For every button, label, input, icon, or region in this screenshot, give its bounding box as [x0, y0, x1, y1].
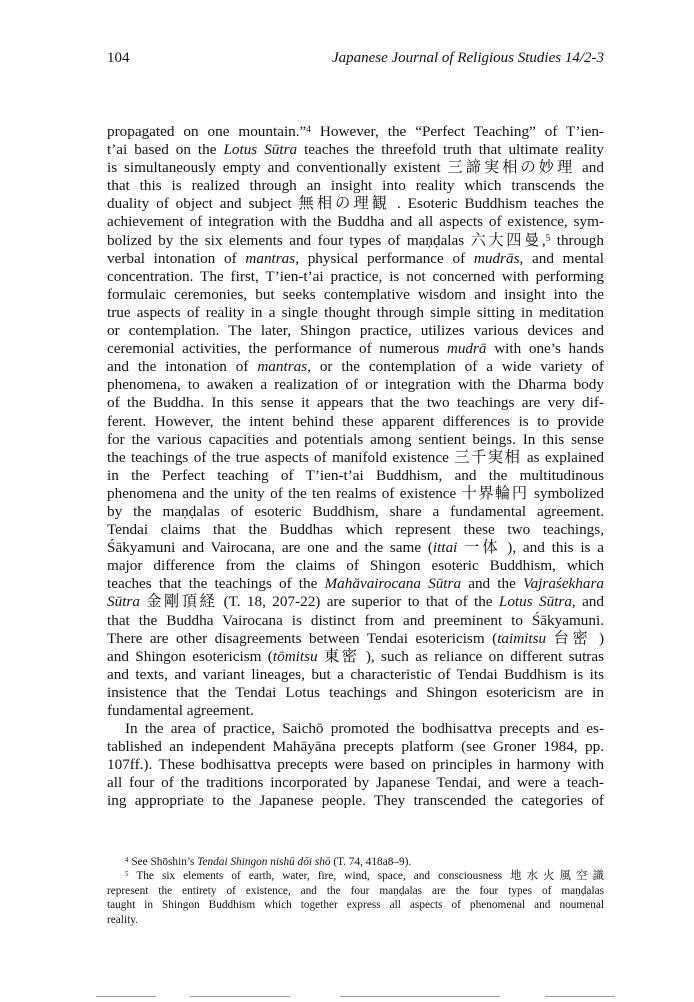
text-run: However, the “Perfect Teaching” of T’ien- — [311, 123, 604, 140]
text-line — [107, 503, 604, 521]
text-run: Tendai claims that the Buddhas which represent these two teachings, — [107, 521, 604, 539]
text-run: for the various capacities and potentials among sentient beings. In this sense — [107, 430, 604, 448]
text-run: , or the contemplation of a wide variety of — [307, 358, 604, 376]
page-number: 104 — [107, 50, 130, 66]
text-run: Śākyamuni and Vairocana, are one and the same ( — [107, 539, 433, 557]
text-line — [107, 213, 604, 231]
text-line — [107, 141, 604, 159]
text-line — [107, 123, 604, 141]
text-line — [107, 575, 604, 593]
text-run: true aspects of reality in a single thought through simple sitting in meditation — [107, 303, 604, 321]
italic-term: Mahāvairocana Sūtra — [324, 575, 462, 593]
text-run: represent the entirety of existence, and the four maṇḍalas are the four types of maṇḍalas — [107, 884, 604, 897]
text-run: t’ai based on the — [107, 141, 224, 159]
text-run: is simultaneously empty and conventionally existent 三諦実相の妙理 and — [107, 159, 604, 177]
text-run: reality. — [107, 913, 138, 926]
text-line — [107, 648, 604, 666]
text-line — [107, 177, 604, 195]
text-line — [107, 232, 604, 250]
scan-edge-line — [340, 996, 500, 997]
text-line — [107, 738, 604, 756]
text-run: fundamental agreement. — [107, 702, 254, 719]
text-run: (T. 74, 418a8–9). — [330, 856, 412, 868]
text-line — [107, 195, 604, 213]
text-run: that this is realized through an insight into reality which transcends the — [107, 177, 604, 195]
text-run: There are other disagreements between Tendai esotericism ( — [107, 629, 498, 647]
text-line — [107, 557, 604, 575]
text-run: major difference from the claims of Shingon esoteric Buddhism, which — [107, 557, 604, 575]
text-run: of the Buddha. In this sense it appears that the two teachings are very dif- — [107, 394, 604, 412]
italic-term: mantras — [245, 249, 296, 267]
footnotes — [107, 855, 604, 927]
footnote-line — [107, 913, 604, 927]
text-line — [107, 376, 604, 394]
footnote-marker: 4 — [125, 855, 129, 864]
text-line — [107, 612, 604, 630]
text-run: the teachings of the true aspects of manifold existence 三千実相 as explained — [107, 448, 604, 466]
footnote-line — [107, 869, 604, 883]
text-line — [107, 304, 604, 322]
text-run: ing appropriate to the Japanese people. They transcended the categories of — [107, 792, 604, 810]
text-run: concentration. The first, T’ien-t’ai practice, is not concerned with performing — [107, 267, 604, 285]
text-run: and the intonation of — [107, 358, 258, 376]
text-run: 東密 ), such as reliance on different sutras — [317, 647, 604, 665]
text-line — [107, 268, 604, 286]
italic-term: Sūtra — [107, 593, 140, 611]
text-run: ferent. However, the intent behind these apparent differences is to provide — [107, 412, 604, 430]
text-run: achievement of integration with the Buddha and all aspects of existence, sym- — [107, 213, 604, 231]
text-run: 金剛頂経 (T. 18, 207-22) are superior to that of the — [139, 593, 499, 611]
text-run: In the area of practice, Saichō promoted the bodhisattva precepts and es- — [125, 720, 604, 738]
text-line — [107, 630, 604, 648]
text-run: by the maṇḍalas of esoteric Buddhism, share a fundamental agreement. — [107, 502, 604, 520]
footnote-marker: 5 — [545, 233, 551, 244]
footnote-line — [107, 855, 604, 869]
text-line — [107, 539, 604, 557]
italic-term: ittai — [432, 539, 458, 557]
journal-title: Japanese Journal of Religious Studies 14/2-3 — [331, 50, 604, 66]
italic-term: mudrās — [473, 249, 520, 267]
text-run: ceremonial activities, the performance of numerous — [107, 340, 447, 358]
running-header — [107, 50, 604, 70]
text-line — [107, 756, 604, 774]
scan-edge-line — [545, 996, 615, 997]
text-line — [107, 666, 604, 684]
text-line — [107, 340, 604, 358]
text-line — [107, 485, 604, 503]
text-line — [107, 286, 604, 304]
footnote-line — [107, 898, 604, 912]
text-run: 台密 ) — [546, 629, 605, 647]
italic-term: Tendai Shingon nishū dōi shō — [197, 856, 331, 868]
text-line — [107, 521, 604, 539]
text-run: and Shingon esotericism ( — [107, 647, 273, 665]
text-run: and texts, and variant lineages, but a characteristic of Tendai Buddhism is its — [107, 665, 604, 683]
text-run: teaches that the teachings of the — [107, 575, 325, 593]
text-run: teaches the threefold truth that ultimate reality — [297, 141, 604, 159]
italic-term: tōmitsu — [272, 647, 318, 665]
text-run: , physical performance of — [295, 249, 474, 267]
text-run: verbal intonation of — [107, 249, 246, 267]
text-run: or contemplation. The later, Shingon practice, utilizes various devices and — [107, 322, 604, 340]
text-run: The six elements of earth, water, fire, wind, space, and consciousness 地水火風空識 — [128, 870, 604, 883]
text-run: and the — [461, 575, 523, 593]
body-text — [107, 123, 604, 811]
text-run: phenomena and the unity of the ten realms of existence 十界輪円 symbolized — [107, 484, 604, 502]
text-run: See Shōshin’s — [128, 856, 198, 868]
text-line — [107, 250, 604, 268]
text-run: all four of the traditions incorporated by Japanese Tendai, and were a teach- — [107, 774, 604, 792]
italic-term: Vajraśekhara — [523, 575, 604, 593]
text-line — [107, 792, 604, 810]
text-line — [107, 702, 604, 720]
scan-edge-line — [96, 996, 156, 997]
text-run: that the Buddha Vairocana is distinct from and preeminent to Śākyamuni. — [107, 611, 604, 629]
text-run: , and — [571, 593, 604, 611]
text-run: duality of object and subject 無相の理観 . Esoteric Buddhism teaches the — [107, 195, 604, 213]
text-run: , and mental — [519, 249, 604, 267]
text-run: through — [550, 231, 604, 249]
text-run: in the Perfect teaching of T’ien-t’ai Buddhism, and the multitudinous — [107, 466, 604, 484]
text-run: formulaic ceremonies, but seeks contemplative wisdom and insight into the — [107, 285, 604, 303]
text-run: tablished an independent Mahāyāna precepts platform (see Groner 1984, pp. — [107, 738, 604, 756]
text-line — [107, 413, 604, 431]
text-line — [107, 449, 604, 467]
text-run: bolized by the six elements and four types of maṇḍalas 六大四曼, — [107, 231, 546, 249]
text-run: propagated on one mountain.” — [107, 123, 307, 140]
italic-term: Lotus Sūtra — [498, 593, 572, 611]
footnote-marker: 4 — [306, 124, 311, 135]
italic-term: taimitsu — [497, 629, 547, 647]
text-line — [107, 774, 604, 792]
scan-edge-line — [190, 996, 290, 997]
footnote-line — [107, 884, 604, 898]
footnote-marker: 5 — [125, 870, 129, 879]
italic-term: mantras — [257, 358, 308, 376]
text-line — [107, 394, 604, 412]
text-line — [107, 322, 604, 340]
text-run: with one’s hands — [486, 340, 604, 358]
text-line — [107, 593, 604, 611]
text-run: taught in Shingon Buddhism which together express all aspects of phenomenal and noumenal — [107, 899, 604, 912]
text-run: insistence that the Tendai Lotus teachings and Shingon esotericism are in — [107, 683, 604, 701]
text-run: phenomena, to awaken a realization of or integration with the Dharma body — [107, 376, 604, 394]
text-run: 107ff.). These bodhisattva precepts were based on principles in harmony with — [107, 756, 604, 774]
text-line — [107, 358, 604, 376]
italic-term: mudrā — [446, 340, 487, 358]
text-line — [107, 684, 604, 702]
text-run: 一体 ), and this is a — [457, 539, 604, 557]
italic-term: Lotus Sūtra — [223, 141, 298, 159]
text-line — [107, 720, 604, 738]
text-line — [107, 467, 604, 485]
text-line — [107, 431, 604, 449]
text-line — [107, 159, 604, 177]
